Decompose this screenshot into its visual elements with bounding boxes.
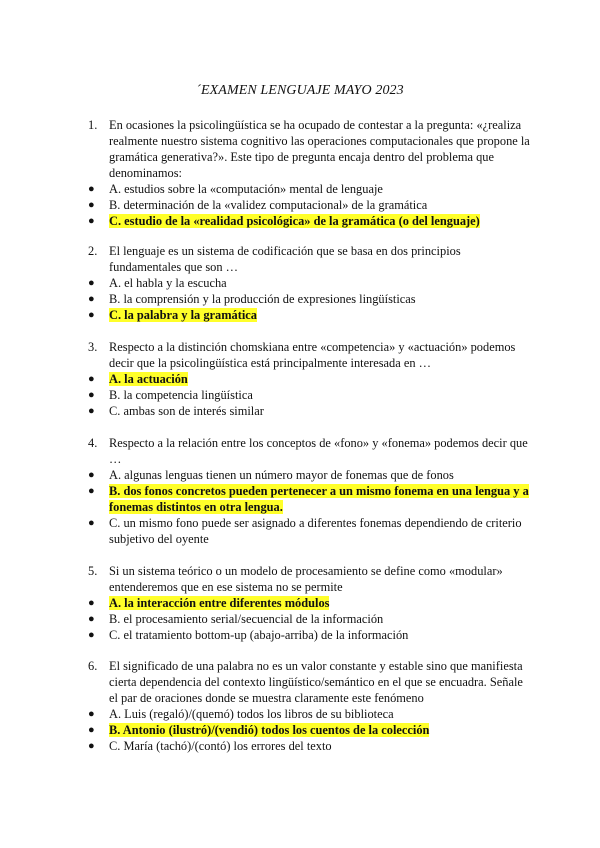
answer-option-b bbox=[84, 387, 532, 403]
question-number: 2. bbox=[88, 244, 98, 258]
option-text: B. determinación de la «validez computacional» de la gramática bbox=[109, 198, 428, 212]
bullet-icon: ● bbox=[88, 373, 95, 385]
answer-option-b-correct bbox=[84, 722, 532, 738]
option-text: A. Luis (regaló)/(quemó) todos los libros de su biblioteca bbox=[109, 707, 394, 721]
answer-option-b-correct bbox=[84, 483, 532, 515]
option-text: C. ambas son de interés similar bbox=[109, 404, 264, 418]
question-6 bbox=[84, 658, 532, 754]
option-text-highlighted: B. dos fonos concretos pueden pertenecer a un mismo fonema en una lengua y a fonemas distintos en otra lengua. bbox=[109, 484, 529, 514]
question-number: 4. bbox=[88, 436, 98, 450]
question-number: 1. bbox=[88, 118, 98, 132]
option-text: C. el tratamiento bottom-up (abajo-arriba) de la información bbox=[109, 628, 409, 642]
option-text: C. un mismo fono puede ser asignado a diferentes fonemas dependiendo de criterio subjetivo del oyente bbox=[109, 516, 522, 546]
option-text: B. la comprensión y la producción de expresiones lingüísticas bbox=[109, 292, 416, 306]
question-text bbox=[84, 435, 532, 467]
question-stem: Si un sistema teórico o un modelo de procesamiento se define como «modular» entenderemos que en ese sistema no se permite bbox=[109, 564, 503, 594]
question-text bbox=[84, 243, 532, 275]
question-stem: El significado de una palabra no es un valor constante y estable sino que manifiesta cierta dependencia del contexto lingüístico/semántico en el que se encuadra. Señale el par de oraciones donde se muestra claramente este fenómeno bbox=[109, 659, 523, 705]
option-text: A. estudios sobre la «computación» mental de lenguaje bbox=[109, 182, 383, 196]
bullet-icon: ● bbox=[88, 708, 95, 720]
bullet-icon: ● bbox=[88, 740, 95, 752]
option-text: B. la competencia lingüística bbox=[109, 388, 253, 402]
bullet-icon: ● bbox=[88, 183, 95, 195]
answer-option-a-correct bbox=[84, 595, 532, 611]
answer-option-a bbox=[84, 275, 532, 291]
bullet-icon: ● bbox=[88, 597, 95, 609]
question-3 bbox=[84, 339, 532, 419]
question-stem: Respecto a la distinción chomskiana entre «competencia» y «actuación» podemos decir que la psicolingüística está principalmente interesada en … bbox=[109, 340, 516, 370]
bullet-icon: ● bbox=[88, 485, 95, 497]
question-1 bbox=[84, 117, 532, 229]
answer-option-b bbox=[84, 291, 532, 307]
bullet-icon: ● bbox=[88, 405, 95, 417]
answer-option-c bbox=[84, 627, 532, 643]
bullet-icon: ● bbox=[88, 277, 95, 289]
answer-option-c-correct bbox=[84, 213, 532, 229]
answer-option-c bbox=[84, 403, 532, 419]
answer-option-c bbox=[84, 515, 532, 547]
answer-option-b bbox=[84, 197, 532, 213]
question-number: 5. bbox=[88, 564, 98, 578]
answer-option-c bbox=[84, 738, 532, 754]
bullet-icon: ● bbox=[88, 389, 95, 401]
question-text bbox=[84, 658, 532, 706]
bullet-icon: ● bbox=[88, 613, 95, 625]
bullet-icon: ● bbox=[88, 293, 95, 305]
answer-option-a bbox=[84, 467, 532, 483]
option-text-highlighted: A. la interacción entre diferentes módulos bbox=[109, 596, 330, 610]
bullet-icon: ● bbox=[88, 629, 95, 641]
answer-option-a-correct bbox=[84, 371, 532, 387]
answer-option-a bbox=[84, 181, 532, 197]
question-5 bbox=[84, 563, 532, 643]
question-stem: Respecto a la relación entre los conceptos de «fono» y «fonema» podemos decir que … bbox=[109, 436, 528, 466]
option-text-highlighted: C. la palabra y la gramática bbox=[109, 308, 257, 322]
bullet-icon: ● bbox=[88, 517, 95, 529]
option-text-highlighted: B. Antonio (ilustró)/(vendió) todos los cuentos de la colección bbox=[109, 723, 430, 737]
question-text bbox=[84, 563, 532, 595]
question-stem: El lenguaje es un sistema de codificación que se basa en dos principios fundamentales que son … bbox=[109, 244, 461, 274]
bullet-icon: ● bbox=[88, 724, 95, 736]
bullet-icon: ● bbox=[88, 309, 95, 321]
bullet-icon: ● bbox=[88, 215, 95, 227]
option-text-highlighted: A. la actuación bbox=[109, 372, 188, 386]
option-text: A. el habla y la escucha bbox=[109, 276, 227, 290]
answer-option-c-correct bbox=[84, 307, 532, 323]
question-number: 3. bbox=[88, 340, 98, 354]
question-2 bbox=[84, 243, 532, 323]
option-text: A. algunas lenguas tienen un número mayor de fonemas que de fonos bbox=[109, 468, 454, 482]
question-text bbox=[84, 117, 532, 181]
option-text-highlighted: C. estudio de la «realidad psicológica» de la gramática (o del lenguaje) bbox=[109, 214, 480, 228]
option-text: B. el procesamiento serial/secuencial de la información bbox=[109, 612, 384, 626]
question-4 bbox=[84, 435, 532, 547]
page-title: ´EXAMEN LENGUAJE MAYO 2023 bbox=[196, 83, 404, 98]
question-stem: En ocasiones la psicolingüística se ha ocupado de contestar a la pregunta: «¿realiza realmente nuestro sistema cognitivo las operaciones computacionales que propone la gramática generativa?». Este tipo de pregunta encaja dentro del problema que denominamos: bbox=[109, 118, 530, 180]
bullet-icon: ● bbox=[88, 469, 95, 481]
answer-option-b bbox=[84, 611, 532, 627]
option-text: C. María (tachó)/(contó) los errores del texto bbox=[109, 739, 332, 753]
question-number: 6. bbox=[88, 659, 98, 673]
answer-option-a bbox=[84, 706, 532, 722]
bullet-icon: ● bbox=[88, 199, 95, 211]
question-text bbox=[84, 339, 532, 371]
